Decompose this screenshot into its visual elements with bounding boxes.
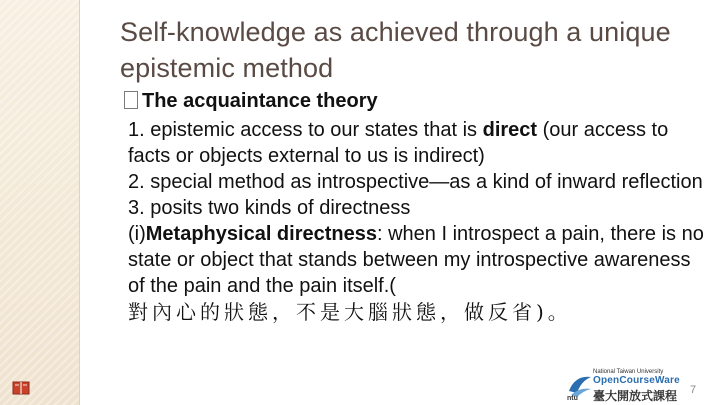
- book-icon: [12, 381, 30, 395]
- point-2: 2. special method as introspective—as a kind of inward reflection: [128, 171, 703, 193]
- point-3-i: [128, 221, 708, 326]
- ntu-ocw-logo-icon: [565, 371, 595, 401]
- logo-ocw-text: OpenCourseWare: [593, 375, 680, 386]
- point-3-i-prefix: (i): [128, 223, 146, 245]
- point-3: 3. posits two kinds of directness: [128, 197, 411, 219]
- point-1-text-a: 1. epistemic access to our states that is: [128, 119, 483, 141]
- slide-content: [128, 88, 708, 326]
- ntu-ocw-logo: [565, 369, 705, 403]
- bullet-heading: [124, 88, 704, 114]
- logo-mark-text: ntu: [567, 395, 578, 401]
- page-number: 7: [690, 384, 697, 396]
- logo-chinese-text: 臺大開放式課程: [593, 389, 678, 403]
- point-1: [128, 117, 708, 169]
- slide-title: Self-knowledge as achieved through a unique epistemic method: [120, 17, 671, 83]
- checkbox-bullet-icon: [124, 91, 138, 109]
- point-3-i-chinese: 對內心的狀態，不是大腦狀態，做反省)。: [128, 300, 572, 324]
- point-3-i-bold: Metaphysical directness: [145, 223, 377, 245]
- point-3-i-text: : when I introspect a pain, there is no state or object that stands between my introspective awareness of the pain and the pain itself.(: [128, 223, 704, 297]
- point-1-bold: direct: [482, 119, 538, 141]
- point-1-text-b: (our access to facts or objects external to us is indirect): [128, 119, 669, 167]
- bullet-heading-text: The acquaintance theory: [142, 90, 378, 112]
- decorative-side-band: [0, 0, 80, 405]
- logo-university-text: National Taiwan University: [593, 369, 664, 375]
